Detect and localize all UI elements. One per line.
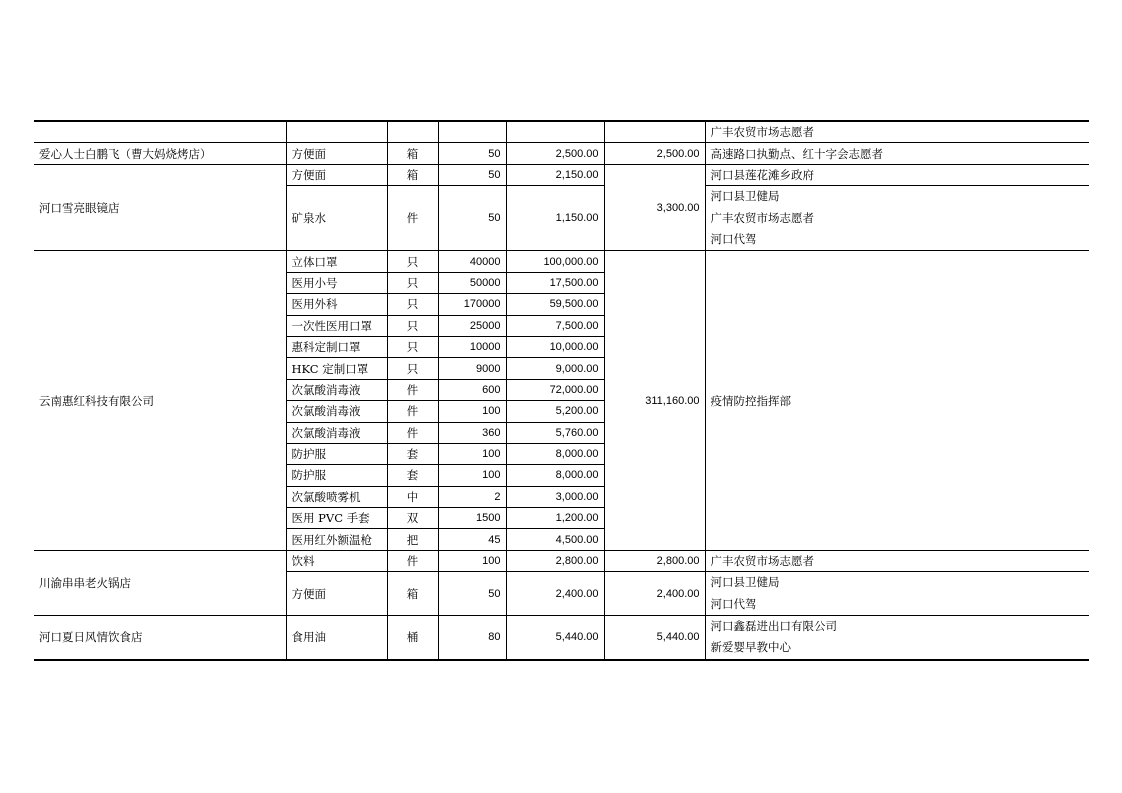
amount-cell: 8,000.00 — [506, 465, 604, 486]
table-row — [34, 121, 1089, 143]
item-cell: 防护服 — [286, 443, 387, 464]
amount-cell — [506, 121, 604, 143]
item-cell: 次氯酸消毒液 — [286, 401, 387, 422]
recipient-line: 新爱婴早教中心 — [710, 640, 791, 655]
item-cell: 惠科定制口罩 — [286, 336, 387, 357]
recipient-line: 河口县卫健局 — [710, 575, 780, 590]
item-cell: 次氯酸消毒液 — [286, 422, 387, 443]
total-cell: 2,800.00 — [604, 550, 705, 571]
item-cell: 次氯酸消毒液 — [286, 379, 387, 400]
amount-cell: 1,150.00 — [506, 186, 604, 251]
item-cell: 次氯酸喷雾机 — [286, 486, 387, 507]
qty-cell — [438, 121, 506, 143]
unit-cell: 只 — [387, 315, 438, 336]
unit-cell — [387, 121, 438, 143]
amount-cell: 2,150.00 — [506, 164, 604, 185]
item-cell: 食用油 — [286, 616, 387, 660]
amount-cell: 2,800.00 — [506, 550, 604, 571]
amount-cell: 7,500.00 — [506, 315, 604, 336]
amount-cell: 1,200.00 — [506, 508, 604, 529]
amount-cell: 3,000.00 — [506, 486, 604, 507]
unit-cell: 桶 — [387, 616, 438, 660]
unit-cell: 只 — [387, 294, 438, 315]
amount-cell: 5,440.00 — [506, 616, 604, 660]
recipient-cell — [705, 572, 1089, 616]
qty-cell: 2 — [438, 486, 506, 507]
qty-cell: 40000 — [438, 251, 506, 272]
amount-cell: 9,000.00 — [506, 358, 604, 379]
qty-cell: 100 — [438, 401, 506, 422]
amount-cell: 5,760.00 — [506, 422, 604, 443]
item-cell: 立体口罩 — [286, 251, 387, 272]
amount-cell: 17,500.00 — [506, 272, 604, 293]
recipient-line: 河口鑫磊进出口有限公司 — [710, 619, 837, 634]
qty-cell: 100 — [438, 465, 506, 486]
recipient-line: 广丰农贸市场志愿者 — [710, 210, 814, 225]
donor-cell: 云南惠红科技有限公司 — [34, 251, 286, 550]
recipient-cell: 河口县莲花滩乡政府 — [705, 164, 1089, 185]
donor-cell: 河口夏日风情饮食店 — [34, 616, 286, 660]
qty-cell: 25000 — [438, 315, 506, 336]
unit-cell: 把 — [387, 529, 438, 550]
item-cell: 方便面 — [286, 143, 387, 164]
qty-cell: 1500 — [438, 508, 506, 529]
table-row — [34, 616, 1089, 660]
unit-cell: 只 — [387, 336, 438, 357]
total-cell — [604, 121, 705, 143]
unit-cell: 只 — [387, 251, 438, 272]
unit-cell: 中 — [387, 486, 438, 507]
item-cell: 医用外科 — [286, 294, 387, 315]
amount-cell: 59,500.00 — [506, 294, 604, 315]
donor-cell: 河口雪亮眼镜店 — [34, 164, 286, 251]
unit-cell: 套 — [387, 465, 438, 486]
unit-cell: 箱 — [387, 143, 438, 164]
donor-cell — [34, 121, 286, 143]
item-cell — [286, 121, 387, 143]
qty-cell: 50 — [438, 186, 506, 251]
total-cell: 2,500.00 — [604, 143, 705, 164]
qty-cell: 45 — [438, 529, 506, 550]
item-cell: HKC 定制口罩 — [286, 358, 387, 379]
recipient-cell — [705, 616, 1089, 660]
qty-cell: 100 — [438, 443, 506, 464]
unit-cell: 件 — [387, 550, 438, 571]
item-cell: 医用 PVC 手套 — [286, 508, 387, 529]
amount-cell: 72,000.00 — [506, 379, 604, 400]
unit-cell: 件 — [387, 379, 438, 400]
unit-cell: 只 — [387, 272, 438, 293]
unit-cell: 件 — [387, 401, 438, 422]
table-row — [34, 143, 1089, 164]
unit-cell: 套 — [387, 443, 438, 464]
table-row — [34, 550, 1089, 571]
unit-cell: 双 — [387, 508, 438, 529]
recipient-line: 河口县卫健局 — [710, 189, 780, 204]
amount-cell: 8,000.00 — [506, 443, 604, 464]
total-cell: 3,300.00 — [604, 164, 705, 251]
recipient-line: 河口代驾 — [710, 596, 757, 611]
qty-cell: 50000 — [438, 272, 506, 293]
qty-cell: 360 — [438, 422, 506, 443]
qty-cell: 50 — [438, 164, 506, 185]
unit-cell: 箱 — [387, 572, 438, 616]
recipient-cell: 广丰农贸市场志愿者 — [705, 121, 1089, 143]
unit-cell: 箱 — [387, 164, 438, 185]
amount-cell: 100,000.00 — [506, 251, 604, 272]
recipient-cell: 疫情防控指挥部 — [705, 251, 1089, 550]
recipient-cell: 高速路口执勤点、红十字会志愿者 — [705, 143, 1089, 164]
qty-cell: 100 — [438, 550, 506, 571]
recipient-cell — [705, 186, 1089, 251]
qty-cell: 50 — [438, 143, 506, 164]
item-cell: 矿泉水 — [286, 186, 387, 251]
item-cell: 方便面 — [286, 572, 387, 616]
item-cell: 一次性医用口罩 — [286, 315, 387, 336]
amount-cell: 2,400.00 — [506, 572, 604, 616]
donor-cell: 川渝串串老火锅店 — [34, 550, 286, 615]
amount-cell: 10,000.00 — [506, 336, 604, 357]
amount-cell: 4,500.00 — [506, 529, 604, 550]
donor-cell: 爱心人士白鹏飞（曹大妈烧烤店） — [34, 143, 286, 164]
item-cell: 医用小号 — [286, 272, 387, 293]
qty-cell: 80 — [438, 616, 506, 660]
total-cell: 311,160.00 — [604, 251, 705, 550]
qty-cell: 50 — [438, 572, 506, 616]
item-cell: 饮料 — [286, 550, 387, 571]
qty-cell: 600 — [438, 379, 506, 400]
item-cell: 医用红外额温枪 — [286, 529, 387, 550]
recipient-line: 河口代驾 — [710, 231, 757, 246]
item-cell: 防护服 — [286, 465, 387, 486]
total-cell: 5,440.00 — [604, 616, 705, 660]
amount-cell: 2,500.00 — [506, 143, 604, 164]
table-row — [34, 164, 1089, 185]
qty-cell: 9000 — [438, 358, 506, 379]
total-cell: 2,400.00 — [604, 572, 705, 616]
unit-cell: 件 — [387, 186, 438, 251]
recipient-cell: 广丰农贸市场志愿者 — [705, 550, 1089, 571]
table-row — [34, 251, 1089, 272]
unit-cell: 件 — [387, 422, 438, 443]
donation-table — [34, 120, 1089, 661]
amount-cell: 5,200.00 — [506, 401, 604, 422]
item-cell: 方便面 — [286, 164, 387, 185]
qty-cell: 170000 — [438, 294, 506, 315]
unit-cell: 只 — [387, 358, 438, 379]
qty-cell: 10000 — [438, 336, 506, 357]
